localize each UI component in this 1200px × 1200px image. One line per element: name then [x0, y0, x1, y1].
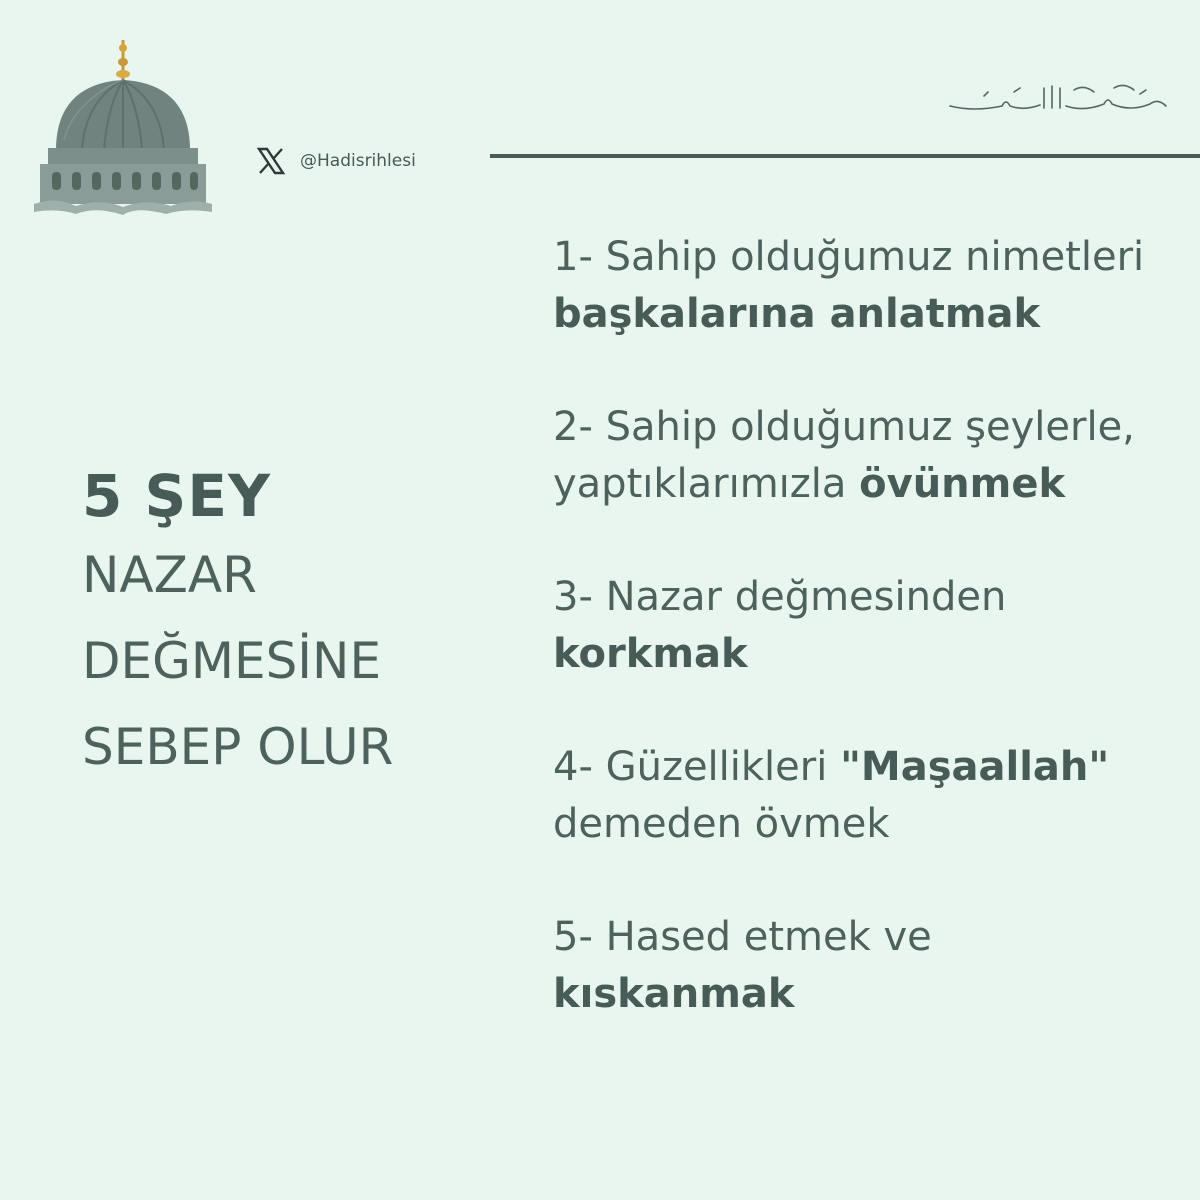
headline-line-2: DEĞMESİNE — [82, 632, 382, 690]
item-text: 3- Nazar değmesinden — [553, 574, 1007, 620]
header-divider — [490, 154, 1200, 158]
item-text: 5- Hased etmek ve — [553, 914, 932, 960]
green-dome-illustration — [26, 40, 216, 230]
item-emphasis: övünmek — [859, 461, 1066, 507]
list-item — [553, 399, 1173, 513]
item-emphasis: kıskanmak — [553, 971, 795, 1017]
list-item — [553, 569, 1173, 683]
x-logo-icon — [256, 146, 286, 176]
basmala-calligraphy — [944, 78, 1174, 118]
list-item — [553, 909, 1173, 1023]
item-emphasis: korkmak — [553, 631, 748, 677]
item-emphasis: "Maşaallah" — [840, 744, 1110, 790]
reasons-list — [553, 229, 1173, 1079]
social-handle — [256, 146, 416, 176]
item-text: 1- Sahip olduğumuz nimetleri — [553, 234, 1145, 280]
handle-text: @Hadisrihlesi — [300, 151, 416, 171]
headline-count: 5 ŞEY — [82, 462, 271, 530]
item-text-suffix: demeden övmek — [553, 801, 890, 847]
item-text: 4- Güzellikleri — [553, 744, 841, 790]
item-text: 2- Sahip olduğumuz şeylerle, yaptıklarımızla — [553, 404, 1135, 507]
item-emphasis: başkalarına anlatmak — [553, 291, 1041, 337]
list-item — [553, 739, 1173, 853]
headline-line-1: NAZAR — [82, 546, 257, 604]
headline-line-3: SEBEP OLUR — [82, 718, 394, 776]
headline — [82, 460, 393, 790]
list-item — [553, 229, 1173, 343]
